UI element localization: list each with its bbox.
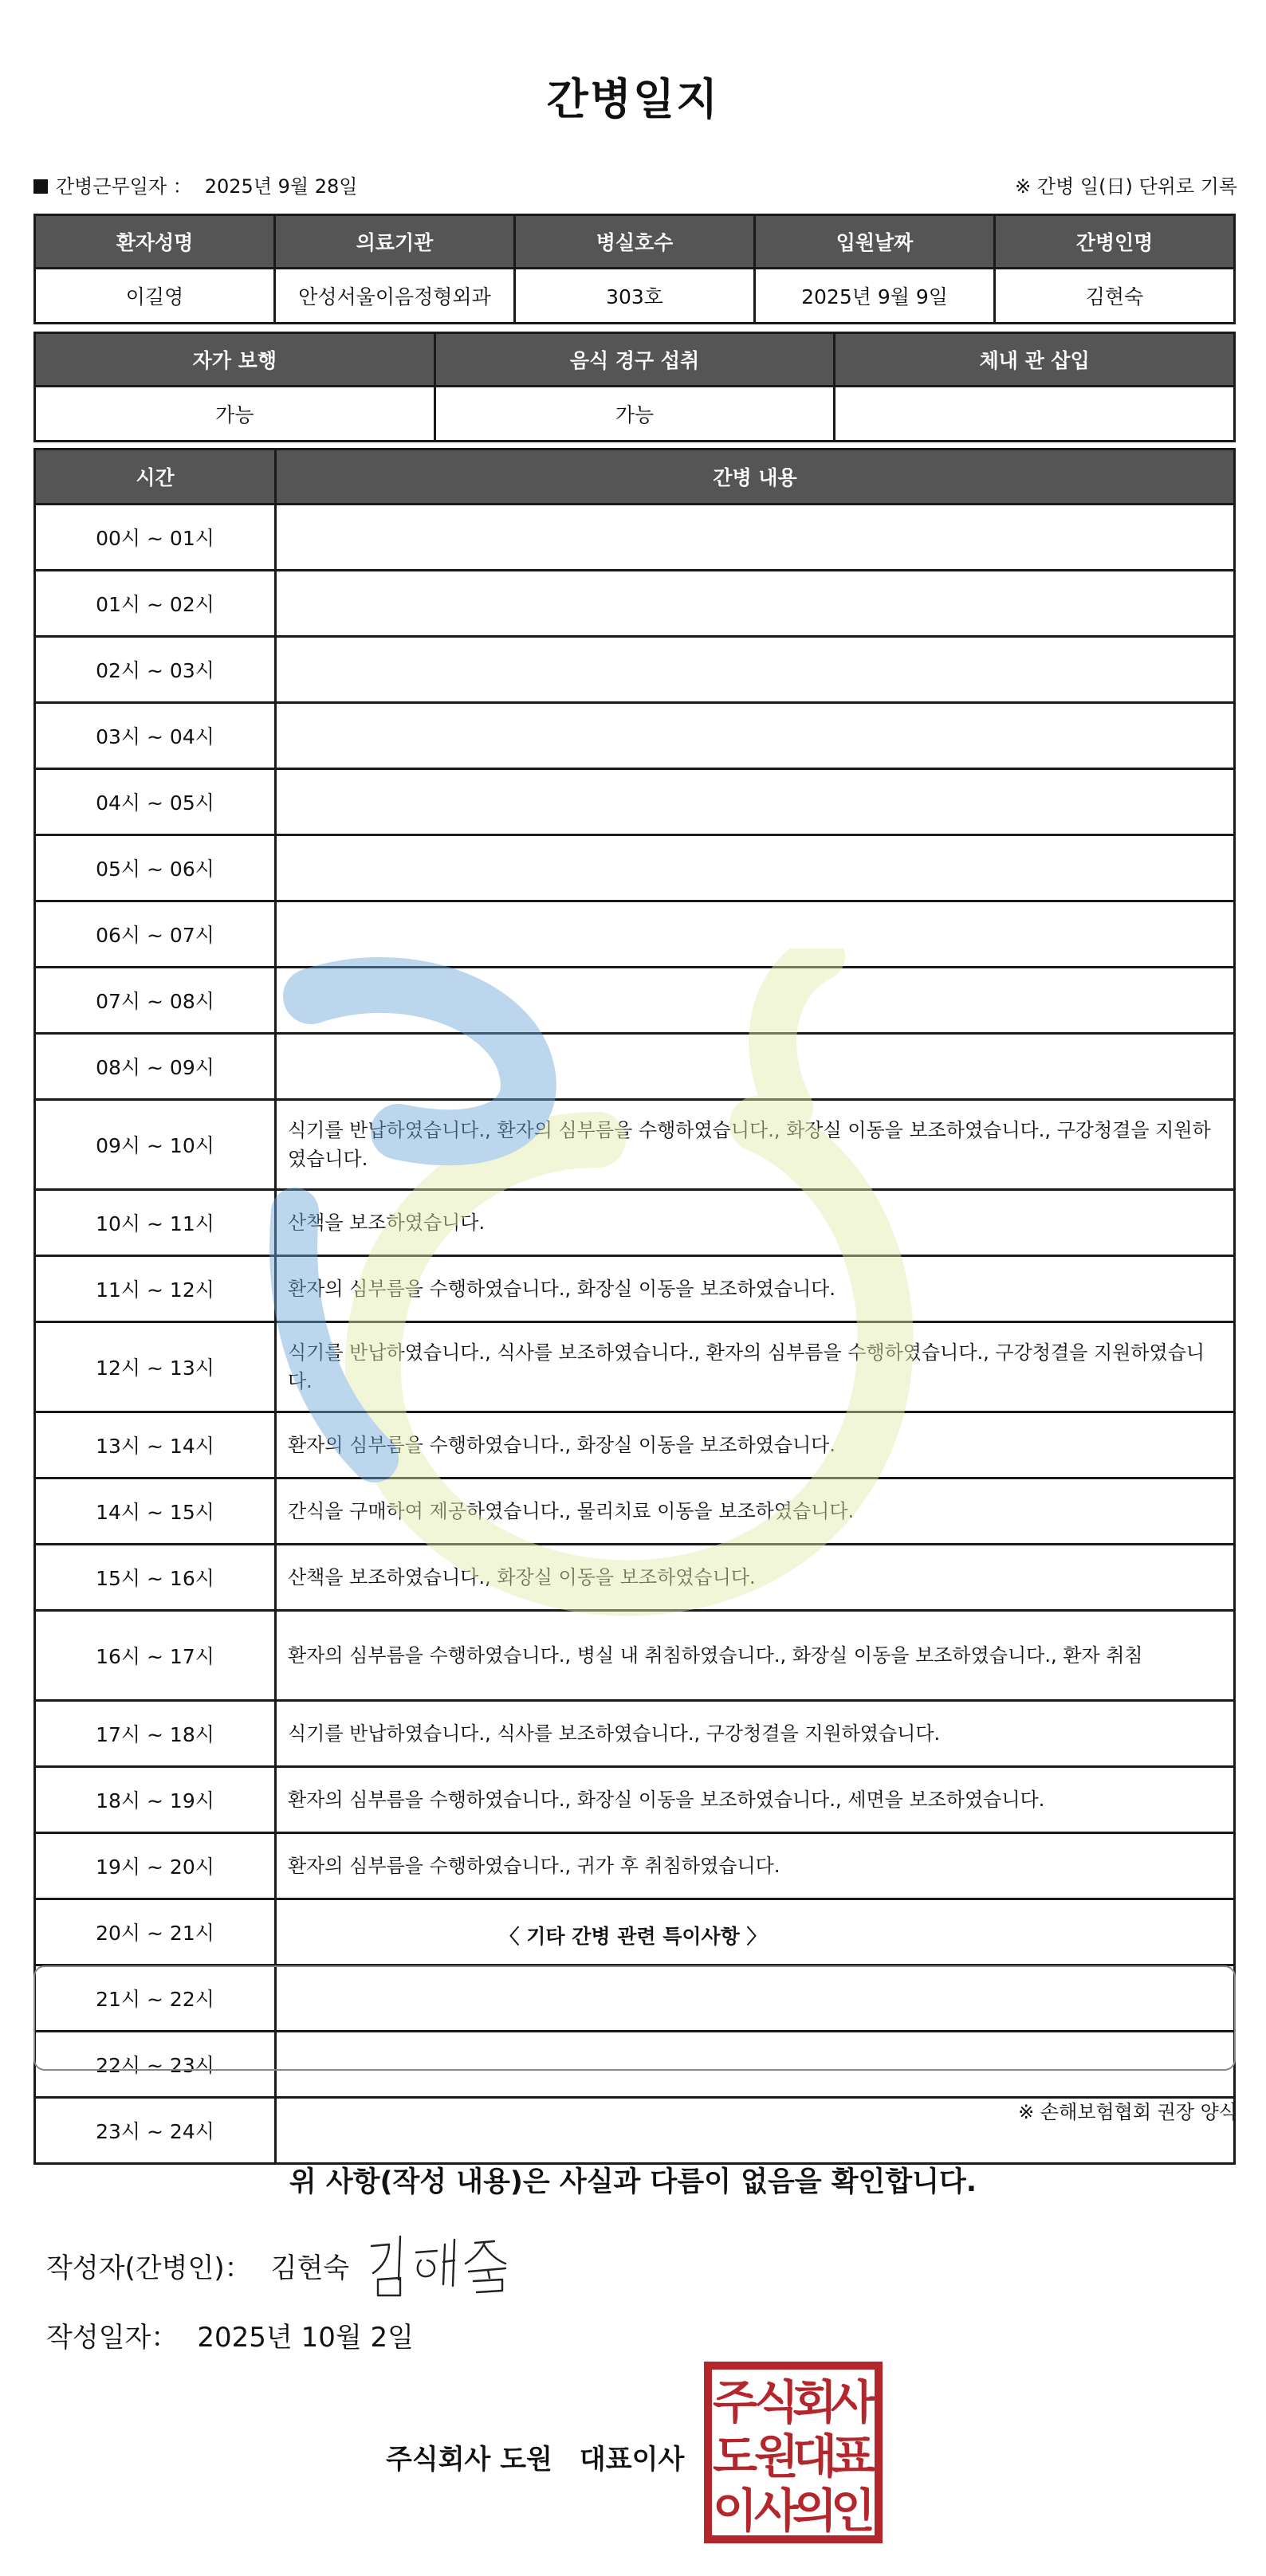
care-log-row — [35, 1412, 1235, 1478]
care-log-row — [35, 1190, 1235, 1256]
care-log-row — [35, 703, 1235, 769]
self-walking-value: 가능 — [35, 387, 435, 442]
svg-text:이: 이 — [712, 2484, 758, 2538]
care-log-row — [35, 1034, 1235, 1100]
care-log-hour: 07시 ~ 08시 — [35, 968, 276, 1034]
header-caregiver-name: 간병인명 — [995, 215, 1235, 269]
care-log-content — [276, 703, 1235, 769]
care-log-row — [35, 1611, 1235, 1701]
care-log-row — [35, 1322, 1235, 1412]
care-log-header-row — [35, 450, 1235, 505]
header-admission-date: 입원날짜 — [755, 215, 995, 269]
header-oral-intake: 음식 경구 섭취 — [434, 333, 835, 387]
svg-text:회: 회 — [792, 2375, 838, 2429]
care-log-hour: 17시 ~ 18시 — [35, 1701, 276, 1767]
care-log-hour: 01시 ~ 02시 — [35, 571, 276, 637]
svg-text:사: 사 — [830, 2375, 876, 2429]
care-log-row — [35, 901, 1235, 968]
company-role: 대표이사 — [579, 2444, 685, 2476]
svg-text:인: 인 — [830, 2484, 876, 2538]
care-log-hour: 13시 ~ 14시 — [35, 1412, 276, 1478]
company-line — [386, 2437, 684, 2476]
care-log-hour: 12시 ~ 13시 — [35, 1322, 276, 1412]
patient-info-table — [33, 214, 1236, 324]
care-log-hour: 02시 ~ 03시 — [35, 637, 276, 703]
care-log-row — [35, 637, 1235, 703]
care-log-content — [276, 637, 1235, 703]
care-log-hour: 15시 ~ 16시 — [35, 1545, 276, 1611]
svg-text:식: 식 — [753, 2375, 800, 2429]
care-log-row — [35, 1833, 1235, 1899]
care-log-content: 산책을 보조하였습니다., 화장실 이동을 보조하였습니다. — [276, 1545, 1235, 1611]
header-hospital: 의료기관 — [275, 215, 515, 269]
room-number: 303호 — [515, 269, 755, 324]
svg-text:대: 대 — [792, 2429, 838, 2484]
ability-value-row — [35, 387, 1235, 442]
care-log-hour: 20시 ~ 21시 — [35, 1899, 276, 1965]
care-log-hour: 06시 ~ 07시 — [35, 901, 276, 968]
written-date-value: 2025년 10월 2일 — [197, 2322, 414, 2354]
care-log-content: 환자의 심부름을 수행하였습니다., 화장실 이동을 보조하였습니다. — [276, 1412, 1235, 1478]
header-tube-insertion: 체내 관 삽입 — [835, 333, 1235, 387]
duty-date-value: 2025년 9월 28일 — [204, 175, 358, 198]
writer-line — [46, 2246, 349, 2285]
care-log-hour: 21시 ~ 22시 — [35, 1965, 276, 2032]
document-title: 간병일지 — [546, 74, 720, 124]
care-log-content — [276, 835, 1235, 901]
patient-info-value-row — [35, 269, 1235, 324]
written-date-label: 작성일자： — [46, 2322, 179, 2354]
care-log-content — [276, 1034, 1235, 1100]
svg-text:주: 주 — [712, 2375, 758, 2429]
care-log-content — [276, 968, 1235, 1034]
remarks-box — [33, 1965, 1236, 2071]
care-log-row — [35, 1701, 1235, 1767]
care-log-hour: 00시 ~ 01시 — [35, 505, 276, 571]
duty-date-line — [33, 171, 357, 198]
handwritten-signature — [365, 2228, 525, 2300]
svg-text:사: 사 — [753, 2484, 800, 2538]
care-log-hour: 08시 ~ 09시 — [35, 1034, 276, 1100]
written-date-line — [46, 2315, 414, 2354]
care-log-row — [35, 1256, 1235, 1322]
header-self-walking: 자가 보행 — [35, 333, 435, 387]
care-log-content — [276, 901, 1235, 968]
caregiver-name: 김현숙 — [995, 269, 1235, 324]
company-seal-stamp — [703, 2361, 883, 2544]
care-log-content: 환자의 심부름을 수행하였습니다., 화장실 이동을 보조하였습니다., 세면을 보조하였습니다. — [276, 1767, 1235, 1833]
patient-ability-table — [33, 332, 1236, 442]
svg-text:도: 도 — [712, 2429, 758, 2484]
patient-name: 이길영 — [35, 269, 275, 324]
care-log-hour: 03시 ~ 04시 — [35, 703, 276, 769]
care-log-row — [35, 1767, 1235, 1833]
remarks-title: 〈 기타 간병 관련 특이사항 〉 — [499, 1925, 767, 1948]
care-log-row — [35, 571, 1235, 637]
svg-text:표: 표 — [830, 2429, 876, 2484]
admission-date: 2025년 9월 9일 — [755, 269, 995, 324]
care-log-hour: 05시 ~ 06시 — [35, 835, 276, 901]
writer-label: 작성자(간병인)： — [46, 2252, 252, 2284]
svg-text:원: 원 — [753, 2429, 800, 2484]
confirmation-statement: 위 사항(작성 내용)은 사실과 다름이 없음을 확인합니다. — [289, 2166, 977, 2198]
care-log-hour: 04시 ~ 05시 — [35, 769, 276, 835]
care-log-hour: 16시 ~ 17시 — [35, 1611, 276, 1701]
care-log-row — [35, 1100, 1235, 1190]
header-time: 시간 — [35, 450, 276, 505]
writer-name: 김현숙 — [270, 2252, 350, 2284]
tube-insertion-value — [835, 387, 1235, 442]
care-log-row — [35, 1545, 1235, 1611]
care-log-content — [276, 505, 1235, 571]
care-log-row — [35, 1478, 1235, 1545]
oral-intake-value: 가능 — [434, 387, 835, 442]
care-log-hour: 19시 ~ 20시 — [35, 1833, 276, 1899]
hospital-name: 안성서울이음정형외과 — [275, 269, 515, 324]
company-name: 주식회사 도원 — [386, 2444, 552, 2476]
care-log-content: 식기를 반납하였습니다., 식사를 보조하였습니다., 환자의 심부름을 수행하였습니다., 구강청결을 지원하였습니다. — [276, 1322, 1235, 1412]
care-log-hour: 11시 ~ 12시 — [35, 1256, 276, 1322]
duty-date-label: 간병근무일자 ： — [56, 175, 192, 198]
care-log-body — [35, 505, 1235, 2164]
care-log-content: 환자의 심부름을 수행하였습니다., 병실 내 취침하였습니다., 화장실 이동을 보조하였습니다., 환자 취침 — [276, 1611, 1235, 1701]
care-log-row — [35, 769, 1235, 835]
care-log-content: 환자의 심부름을 수행하였습니다., 화장실 이동을 보조하였습니다. — [276, 1256, 1235, 1322]
care-log-content: 산책을 보조하였습니다. — [276, 1190, 1235, 1256]
care-log-content: 식기를 반납하였습니다., 식사를 보조하였습니다., 구강청결을 지원하였습니다. — [276, 1701, 1235, 1767]
care-log-table — [33, 448, 1236, 2165]
care-log-content: 간식을 구매하여 제공하였습니다., 물리치료 이동을 보조하였습니다. — [276, 1478, 1235, 1545]
header-patient-name: 환자성명 — [35, 215, 275, 269]
care-log-hour: 09시 ~ 10시 — [35, 1100, 276, 1190]
care-log-content: 식기를 반납하였습니다., 환자의 심부름을 수행하였습니다., 화장실 이동을 보조하였습니다., 구강청결을 지원하였습니다. — [276, 1100, 1235, 1190]
header-room-number: 병실호수 — [515, 215, 755, 269]
ability-header-row — [35, 333, 1235, 387]
header-care-content: 간병 내용 — [276, 450, 1235, 505]
care-log-content: 환자의 심부름을 수행하였습니다., 귀가 후 취침하였습니다. — [276, 1833, 1235, 1899]
patient-info-header-row — [35, 215, 1235, 269]
care-log-row — [35, 505, 1235, 571]
care-log-hour: 22시 ~ 23시 — [35, 2032, 276, 2098]
care-log-hour: 23시 ~ 24시 — [35, 2098, 276, 2164]
svg-text:의: 의 — [792, 2484, 838, 2538]
care-log-hour: 18시 ~ 19시 — [35, 1767, 276, 1833]
care-log-hour: 14시 ~ 15시 — [35, 1478, 276, 1545]
care-log-hour: 10시 ~ 11시 — [35, 1190, 276, 1256]
square-bullet-icon — [33, 179, 48, 194]
recommend-note: ※ 손해보험협회 권장 양식 — [1018, 2101, 1237, 2123]
care-log-content — [276, 571, 1235, 637]
care-log-content — [276, 769, 1235, 835]
unit-note: ※ 간병 일(日) 단위로 기록 — [1015, 175, 1237, 198]
care-log-row — [35, 968, 1235, 1034]
care-log-row — [35, 835, 1235, 901]
